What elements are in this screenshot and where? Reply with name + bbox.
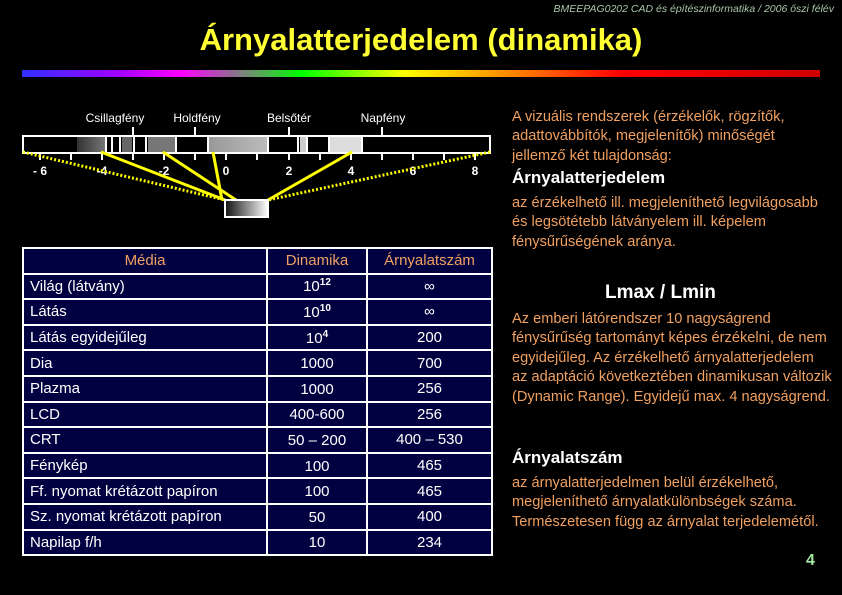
- page-number: 4: [806, 552, 815, 569]
- dynamics-cell: [267, 504, 367, 530]
- shades-cell: 234: [367, 530, 492, 556]
- dynamics-exponent: 12: [319, 277, 331, 289]
- course-header: BMEEPAG0202 CAD és építészinformatika / 2006 őszi félév: [553, 3, 834, 15]
- tick-label: 0: [222, 164, 230, 178]
- table-header-row: [23, 248, 492, 274]
- dynamics-cell: [267, 478, 367, 504]
- shades-cell: 256: [367, 376, 492, 402]
- dynamic-range-definition: az érzékelhető ill. megjeleníthető legvilágosabb és legsötétebb látványelem ill. képelem fénysűrűségének aránya.: [512, 195, 818, 250]
- shades-cell: 256: [367, 402, 492, 428]
- shades-cell: ∞: [367, 274, 492, 300]
- shades-cell: 465: [367, 478, 492, 504]
- dynamics-base: 50: [308, 508, 326, 526]
- tick-label: -2: [158, 164, 170, 178]
- tick-label: 6: [409, 164, 417, 178]
- shades-cell: ∞: [367, 299, 492, 325]
- label-sunlight: Napfény: [360, 111, 406, 125]
- heading-dynamic-range: Árnyalatterjedelem: [512, 168, 666, 187]
- shades-cell: 400: [367, 504, 492, 530]
- dynamics-base: 100: [304, 483, 330, 501]
- dynamics-base: 1000: [300, 355, 334, 373]
- table-row: [23, 325, 492, 351]
- shades-cell: 200: [367, 325, 492, 351]
- col-header-dynamics: Dinamika: [267, 248, 367, 274]
- dynamics-exponent: 4: [322, 328, 329, 340]
- table-row: [23, 376, 492, 402]
- formula: Lmax / Lmin: [605, 282, 716, 303]
- media-cell: Világ (látvány): [23, 274, 267, 300]
- dynamics-base: 10: [305, 329, 323, 347]
- dynamics-cell: [267, 325, 367, 351]
- dynamics-cell: [267, 530, 367, 556]
- table-row: [23, 453, 492, 479]
- dynamics-base: 100: [304, 457, 330, 475]
- dynamic-range-table: [22, 247, 493, 556]
- table-row: [23, 530, 492, 556]
- media-cell: Dia: [23, 350, 267, 376]
- shades-cell: 400 – 530: [367, 427, 492, 453]
- col-header-shades: Árnyalatszám: [367, 248, 492, 274]
- table-row: [23, 478, 492, 504]
- tick-label: 4: [347, 164, 355, 178]
- rainbow-divider: [22, 70, 820, 77]
- tick-label: - 6: [32, 164, 48, 178]
- dynamics-exponent: 10: [319, 302, 331, 314]
- human-vision-text: Az emberi látórendszer 10 nagyságrend fénysűrűség tartományt képes érzékelni, de nem egyidejűleg. Az érzékelhető árnyalatterjedelem az adaptáció következtében dinamikusan változik (Dynamic Range). Egyidejű max. 4 nagyságrend.: [512, 311, 832, 405]
- label-starlight: Csillagfény: [85, 111, 145, 125]
- media-cell: Plazma: [23, 376, 267, 402]
- media-cell: Sz. nyomat krétázott papíron: [23, 504, 267, 530]
- media-cell: Napilap f/h: [23, 530, 267, 556]
- media-cell: Ff. nyomat krétázott papíron: [23, 478, 267, 504]
- dynamics-base: 10: [303, 278, 320, 296]
- table-row: [23, 402, 492, 428]
- shades-cell: 465: [367, 453, 492, 479]
- media-cell: Látás: [23, 299, 267, 325]
- shade-count-definition: az árnyalatterjedelmen belül érzékelhető, megjeleníthető árnyalatkülönbségek száma. Természetesen függ az árnyalat terjedelemétől.: [512, 475, 819, 530]
- table-row: [23, 274, 492, 300]
- dynamics-cell: [267, 402, 367, 428]
- table-row: [23, 350, 492, 376]
- media-cell: LCD: [23, 402, 267, 428]
- shades-cell: 700: [367, 350, 492, 376]
- dynamics-base: 10: [303, 303, 320, 321]
- intro-text: A vizuális rendszerek (érzékelők, rögzítők, adattovábbítók, megjelenítők) minőségét jellemző két tulajdonság:: [512, 109, 785, 164]
- luminance-scale-diagram: [0, 95, 500, 220]
- label-indoor: Belsőtér: [266, 111, 312, 125]
- media-cell: Fénykép: [23, 453, 267, 479]
- tick-label: 8: [471, 164, 479, 178]
- dynamics-cell: [267, 427, 367, 453]
- table-row: [23, 504, 492, 530]
- media-cell: CRT: [23, 427, 267, 453]
- dynamics-cell: [267, 376, 367, 402]
- dynamics-base: 1000: [300, 380, 334, 398]
- dynamics-cell: [267, 350, 367, 376]
- dynamics-cell: [267, 299, 367, 325]
- dynamics-base: 400-600: [289, 406, 345, 424]
- dynamics-cell: [267, 274, 367, 300]
- slide-title: Árnyalatterjedelem (dinamika): [199, 22, 643, 57]
- adapted-range-box: [225, 200, 268, 217]
- table-row: [23, 299, 492, 325]
- dynamics-base: 10: [308, 534, 326, 552]
- label-moonlight: Holdfény: [173, 111, 221, 125]
- heading-shade-count: Árnyalatszám: [512, 448, 623, 467]
- dynamics-cell: [267, 453, 367, 479]
- media-cell: Látás egyidejűleg: [23, 325, 267, 351]
- dynamics-base: 50 – 200: [287, 431, 347, 449]
- tick-label: 2: [285, 164, 293, 178]
- col-header-media: Média: [23, 248, 267, 274]
- table-row: [23, 427, 492, 453]
